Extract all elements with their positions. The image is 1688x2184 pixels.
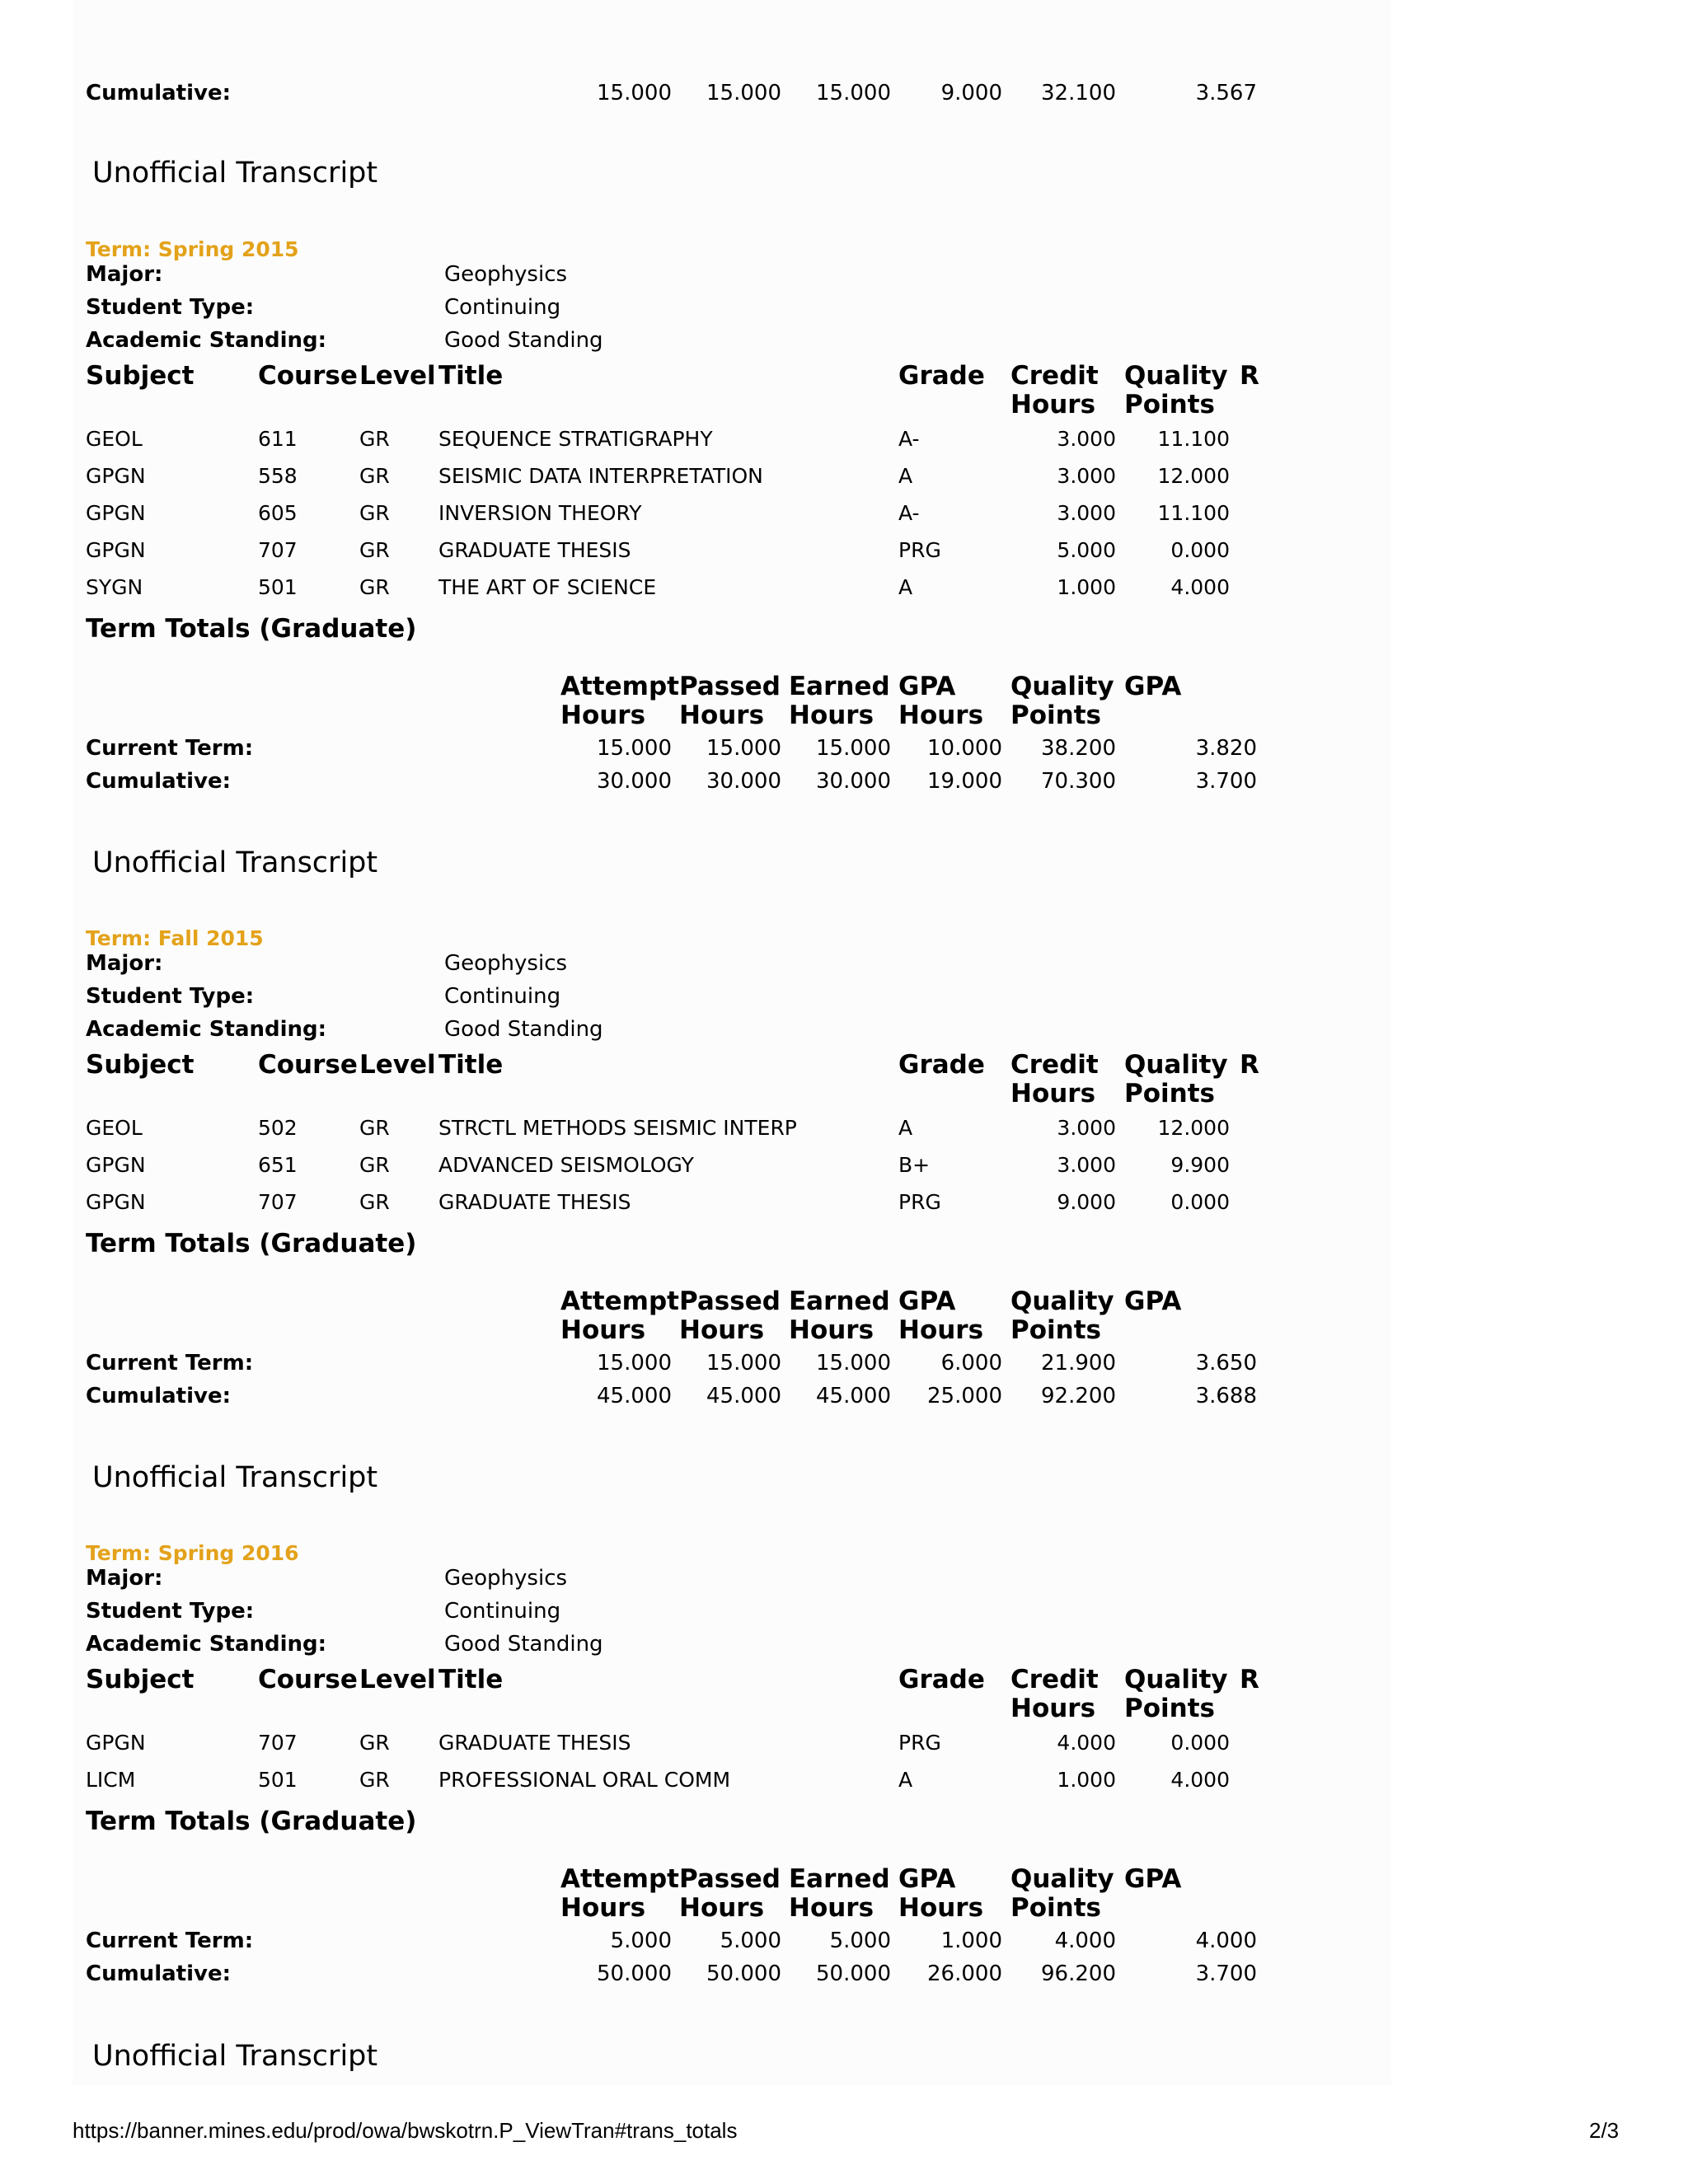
- current-term-value: 21.900: [1041, 1351, 1116, 1376]
- cumulative-value: 50.000: [816, 1961, 891, 1986]
- cumulative-value: 3.688: [1195, 1384, 1257, 1408]
- totals-col-gpa_hours: GPA: [898, 1286, 956, 1316]
- course-title: INVERSION THEORY: [438, 501, 642, 525]
- totals-col-gpa_hours-2: Hours: [898, 1315, 984, 1345]
- course-title: GRADUATE THESIS: [438, 1190, 631, 1214]
- totals-col-gpa: GPA: [1124, 672, 1182, 701]
- col-r: R: [1240, 1665, 1259, 1694]
- current-term-value: 15.000: [816, 1351, 891, 1376]
- course-level: GR: [359, 575, 390, 599]
- course-grade: A: [898, 1768, 913, 1792]
- course-level: GR: [359, 464, 390, 488]
- term-heading: Term: Spring 2016: [86, 1541, 299, 1565]
- page-number: 2/3: [1589, 2118, 1620, 2143]
- col-quality-points-2: Points: [1124, 1694, 1215, 1723]
- course-grade: A: [898, 575, 913, 599]
- course-grade: B+: [898, 1153, 931, 1177]
- course-number: 605: [258, 501, 298, 525]
- cumulative-value: 50.000: [597, 1961, 672, 1986]
- term-totals-heading: Term Totals (Graduate): [86, 1229, 417, 1258]
- current-term-value: 3.650: [1195, 1351, 1257, 1376]
- totals-col-quality: Quality: [1010, 672, 1114, 701]
- cumulative-value: 45.000: [597, 1384, 672, 1408]
- course-subject: GPGN: [86, 464, 146, 488]
- totals-col-passed: Passed: [679, 1286, 781, 1316]
- course-number: 707: [258, 1731, 298, 1755]
- course-quality-points: 4.000: [1170, 1768, 1230, 1792]
- course-title: ADVANCED SEISMOLOGY: [438, 1153, 694, 1177]
- col-r: R: [1240, 1050, 1259, 1080]
- course-credit-hours: 3.000: [1057, 427, 1116, 451]
- course-subject: GPGN: [86, 538, 146, 562]
- col-quality-points-2: Points: [1124, 1079, 1215, 1108]
- course-level: GR: [359, 1731, 390, 1755]
- totals-col-gpa_hours: GPA: [898, 1864, 956, 1894]
- totals-col-passed: Passed: [679, 1864, 781, 1894]
- col-level: Level: [359, 1665, 436, 1694]
- current-term-value: 10.000: [927, 736, 1002, 761]
- course-quality-points: 0.000: [1170, 1190, 1230, 1214]
- cumulative-value: 26.000: [927, 1961, 1002, 1986]
- course-number: 707: [258, 1190, 298, 1214]
- course-grade: A: [898, 1116, 913, 1140]
- course-level: GR: [359, 1116, 390, 1140]
- major-value: Geophysics: [444, 262, 568, 287]
- course-credit-hours: 3.000: [1057, 464, 1116, 488]
- course-number: 611: [258, 427, 298, 451]
- print-url: https://banner.mines.edu/prod/owa/bwskotrn.P_ViewTran#trans_totals: [73, 2118, 738, 2143]
- cumulative-value: 30.000: [597, 769, 672, 794]
- carryover-value: 32.100: [1041, 81, 1116, 105]
- course-level: GR: [359, 1153, 390, 1177]
- student-type-label: Student Type:: [86, 1599, 255, 1624]
- course-title: SEQUENCE STRATIGRAPHY: [438, 427, 713, 451]
- current-term-value: 3.820: [1195, 736, 1257, 761]
- course-grade: A-: [898, 427, 920, 451]
- course-title: THE ART OF SCIENCE: [438, 575, 657, 599]
- unofficial-transcript-heading: Unofficial Transcript: [92, 2040, 378, 2073]
- course-title: GRADUATE THESIS: [438, 1731, 631, 1755]
- col-credit-hours-2: Hours: [1010, 390, 1096, 419]
- carryover-value: 9.000: [940, 81, 1002, 105]
- course-quality-points: 12.000: [1157, 1116, 1230, 1140]
- academic-standing-label: Academic Standing:: [86, 1017, 327, 1042]
- current-term-value: 5.000: [610, 1929, 672, 1953]
- totals-col-passed: Passed: [679, 672, 781, 701]
- cumulative-label: Cumulative:: [86, 769, 231, 794]
- course-subject: GEOL: [86, 1116, 143, 1140]
- student-type-value: Continuing: [444, 1599, 561, 1624]
- current-term-label: Current Term:: [86, 736, 254, 761]
- course-credit-hours: 1.000: [1057, 575, 1116, 599]
- course-number: 707: [258, 538, 298, 562]
- totals-col-attempt-2: Hours: [560, 1893, 646, 1923]
- cumulative-value: 25.000: [927, 1384, 1002, 1408]
- course-credit-hours: 4.000: [1057, 1731, 1116, 1755]
- current-term-label: Current Term:: [86, 1351, 254, 1376]
- current-term-value: 5.000: [829, 1929, 891, 1953]
- course-number: 502: [258, 1116, 298, 1140]
- student-type-value: Continuing: [444, 295, 561, 320]
- totals-col-quality: Quality: [1010, 1864, 1114, 1894]
- course-credit-hours: 3.000: [1057, 1153, 1116, 1177]
- totals-col-gpa_hours-2: Hours: [898, 1893, 984, 1923]
- carryover-value: 3.567: [1195, 81, 1257, 105]
- totals-col-attempt-2: Hours: [560, 1315, 646, 1345]
- current-term-label: Current Term:: [86, 1929, 254, 1953]
- course-quality-points: 4.000: [1170, 575, 1230, 599]
- course-grade: A-: [898, 501, 920, 525]
- course-number: 501: [258, 1768, 298, 1792]
- course-level: GR: [359, 1190, 390, 1214]
- totals-col-passed-2: Hours: [679, 701, 765, 730]
- course-credit-hours: 3.000: [1057, 501, 1116, 525]
- totals-col-earned-2: Hours: [789, 701, 874, 730]
- current-term-value: 38.200: [1041, 736, 1116, 761]
- cumulative-value: 30.000: [816, 769, 891, 794]
- col-quality-points: Quality: [1124, 1665, 1228, 1694]
- totals-col-earned-2: Hours: [789, 1893, 874, 1923]
- term-heading: Term: Fall 2015: [86, 926, 264, 950]
- major-label: Major:: [86, 262, 163, 287]
- course-subject: GPGN: [86, 1153, 146, 1177]
- col-grade: Grade: [898, 1665, 985, 1694]
- cumulative-value: 70.300: [1041, 769, 1116, 794]
- cumulative-value: 3.700: [1195, 1961, 1257, 1986]
- current-term-value: 15.000: [706, 736, 781, 761]
- col-course: Course: [258, 1050, 358, 1080]
- course-quality-points: 9.900: [1170, 1153, 1230, 1177]
- current-term-value: 4.000: [1054, 1929, 1116, 1953]
- student-type-label: Student Type:: [86, 295, 255, 320]
- course-credit-hours: 5.000: [1057, 538, 1116, 562]
- major-label: Major:: [86, 1566, 163, 1591]
- course-number: 651: [258, 1153, 298, 1177]
- totals-col-attempt: Attempt: [560, 1864, 679, 1894]
- cumulative-value: 45.000: [816, 1384, 891, 1408]
- course-title: STRCTL METHODS SEISMIC INTERP: [438, 1116, 797, 1140]
- term-totals-heading: Term Totals (Graduate): [86, 1807, 417, 1836]
- totals-col-earned: Earned: [789, 1864, 890, 1894]
- totals-col-attempt-2: Hours: [560, 701, 646, 730]
- col-quality-points: Quality: [1124, 361, 1228, 391]
- totals-col-quality-2: Points: [1010, 1893, 1101, 1923]
- course-subject: SYGN: [86, 575, 143, 599]
- current-term-value: 1.000: [940, 1929, 1002, 1953]
- col-title: Title: [438, 361, 504, 391]
- course-subject: GPGN: [86, 1190, 146, 1214]
- col-level: Level: [359, 361, 436, 391]
- col-subject: Subject: [86, 361, 195, 391]
- totals-col-earned: Earned: [789, 672, 890, 701]
- course-level: GR: [359, 427, 390, 451]
- carryover-value: 15.000: [597, 81, 672, 105]
- course-title: GRADUATE THESIS: [438, 538, 631, 562]
- col-r: R: [1240, 361, 1259, 391]
- course-credit-hours: 3.000: [1057, 1116, 1116, 1140]
- course-grade: PRG: [898, 1731, 941, 1755]
- major-value: Geophysics: [444, 1566, 568, 1591]
- totals-col-gpa_hours: GPA: [898, 672, 956, 701]
- current-term-value: 5.000: [720, 1929, 781, 1953]
- col-subject: Subject: [86, 1050, 195, 1080]
- col-credit-hours-2: Hours: [1010, 1694, 1096, 1723]
- totals-col-earned-2: Hours: [789, 1315, 874, 1345]
- term-heading: Term: Spring 2015: [86, 237, 299, 261]
- course-grade: PRG: [898, 538, 941, 562]
- course-credit-hours: 1.000: [1057, 1768, 1116, 1792]
- course-quality-points: 0.000: [1170, 1731, 1230, 1755]
- academic-standing-value: Good Standing: [444, 1017, 603, 1042]
- course-subject: GPGN: [86, 1731, 146, 1755]
- unofficial-transcript-heading: Unofficial Transcript: [92, 1461, 378, 1494]
- carryover-cumulative-label: Cumulative:: [86, 81, 231, 105]
- col-credit-hours: Credit: [1010, 1665, 1099, 1694]
- course-subject: LICM: [86, 1768, 136, 1792]
- totals-col-passed-2: Hours: [679, 1315, 765, 1345]
- current-term-value: 15.000: [706, 1351, 781, 1376]
- cumulative-value: 92.200: [1041, 1384, 1116, 1408]
- current-term-value: 15.000: [816, 736, 891, 761]
- col-credit-hours: Credit: [1010, 361, 1099, 391]
- col-grade: Grade: [898, 1050, 985, 1080]
- course-number: 501: [258, 575, 298, 599]
- totals-col-passed-2: Hours: [679, 1893, 765, 1923]
- carryover-value: 15.000: [816, 81, 891, 105]
- current-term-value: 4.000: [1195, 1929, 1257, 1953]
- cumulative-value: 30.000: [706, 769, 781, 794]
- course-number: 558: [258, 464, 298, 488]
- cumulative-label: Cumulative:: [86, 1384, 231, 1408]
- course-grade: PRG: [898, 1190, 941, 1214]
- current-term-value: 15.000: [597, 736, 672, 761]
- academic-standing-label: Academic Standing:: [86, 328, 327, 353]
- course-level: GR: [359, 1768, 390, 1792]
- course-quality-points: 11.100: [1157, 427, 1230, 451]
- col-course: Course: [258, 1665, 358, 1694]
- col-title: Title: [438, 1665, 504, 1694]
- totals-col-attempt: Attempt: [560, 1286, 679, 1316]
- academic-standing-value: Good Standing: [444, 328, 603, 353]
- carryover-value: 15.000: [706, 81, 781, 105]
- cumulative-value: 45.000: [706, 1384, 781, 1408]
- totals-col-earned: Earned: [789, 1286, 890, 1316]
- course-subject: GPGN: [86, 501, 146, 525]
- course-level: GR: [359, 538, 390, 562]
- academic-standing-value: Good Standing: [444, 1632, 603, 1657]
- course-quality-points: 11.100: [1157, 501, 1230, 525]
- cumulative-value: 19.000: [927, 769, 1002, 794]
- unofficial-transcript-heading: Unofficial Transcript: [92, 157, 378, 190]
- col-quality-points-2: Points: [1124, 390, 1215, 419]
- course-credit-hours: 9.000: [1057, 1190, 1116, 1214]
- transcript-content: [73, 0, 1391, 2085]
- course-quality-points: 0.000: [1170, 538, 1230, 562]
- col-subject: Subject: [86, 1665, 195, 1694]
- unofficial-transcript-heading: Unofficial Transcript: [92, 846, 378, 879]
- totals-col-quality-2: Points: [1010, 1315, 1101, 1345]
- student-type-label: Student Type:: [86, 984, 255, 1009]
- major-label: Major:: [86, 951, 163, 976]
- totals-col-gpa: GPA: [1124, 1286, 1182, 1316]
- totals-col-gpa: GPA: [1124, 1864, 1182, 1894]
- course-grade: A: [898, 464, 913, 488]
- course-title: SEISMIC DATA INTERPRETATION: [438, 464, 763, 488]
- col-course: Course: [258, 361, 358, 391]
- cumulative-value: 50.000: [706, 1961, 781, 1986]
- cumulative-value: 3.700: [1195, 769, 1257, 794]
- col-title: Title: [438, 1050, 504, 1080]
- cumulative-value: 96.200: [1041, 1961, 1116, 1986]
- academic-standing-label: Academic Standing:: [86, 1632, 327, 1657]
- totals-col-gpa_hours-2: Hours: [898, 701, 984, 730]
- col-grade: Grade: [898, 361, 985, 391]
- student-type-value: Continuing: [444, 984, 561, 1009]
- course-quality-points: 12.000: [1157, 464, 1230, 488]
- course-title: PROFESSIONAL ORAL COMM: [438, 1768, 731, 1792]
- term-totals-heading: Term Totals (Graduate): [86, 614, 417, 644]
- col-quality-points: Quality: [1124, 1050, 1228, 1080]
- totals-col-attempt: Attempt: [560, 672, 679, 701]
- totals-col-quality: Quality: [1010, 1286, 1114, 1316]
- course-level: GR: [359, 501, 390, 525]
- cumulative-label: Cumulative:: [86, 1961, 231, 1986]
- col-credit-hours: Credit: [1010, 1050, 1099, 1080]
- totals-col-quality-2: Points: [1010, 701, 1101, 730]
- current-term-value: 15.000: [597, 1351, 672, 1376]
- col-level: Level: [359, 1050, 436, 1080]
- col-credit-hours-2: Hours: [1010, 1079, 1096, 1108]
- major-value: Geophysics: [444, 951, 568, 976]
- course-subject: GEOL: [86, 427, 143, 451]
- current-term-value: 6.000: [940, 1351, 1002, 1376]
